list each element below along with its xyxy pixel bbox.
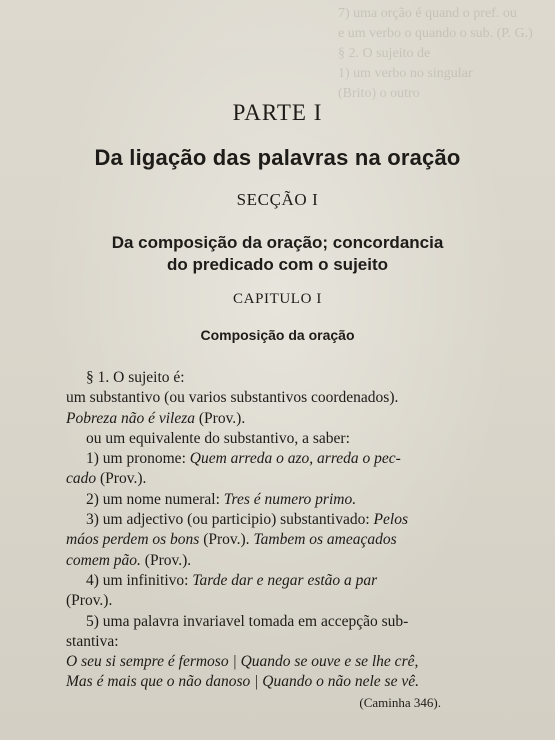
example-text: Tarde dar e negar estão a par (192, 571, 378, 589)
source-ref: (Prov.). (195, 409, 246, 427)
verse-line: Mas é mais que o não danoso | Quando o não nele se vê. (66, 673, 419, 691)
source-ref: (Prov.). (140, 551, 192, 569)
source-ref: (Prov.). (199, 531, 254, 549)
list-item (66, 449, 474, 469)
list-item: 5) uma palavra invariavel tomada em accepção sub- (86, 612, 409, 630)
bleed-through-text: e um verbo o quando o sub. (P. G.) (338, 26, 533, 41)
example-text: máos perdem os bons (66, 531, 200, 549)
list-item (66, 571, 474, 591)
bleed-through-text: 7) uma orção é quand o pref. ou (338, 6, 517, 21)
list-item-continuation (66, 530, 474, 550)
list-item (66, 510, 474, 530)
example-line (66, 409, 474, 429)
section-subtitle (0, 232, 555, 276)
section-subtitle-line: do predicado com o sujeito (166, 255, 389, 274)
paragraph-line: § 1. O sujeito é: (86, 369, 185, 386)
list-item-continuation (66, 551, 474, 571)
verse-line: O seu si sempre é fermoso | Quando se ouve e se lhe crê, (66, 653, 419, 671)
source-ref: (Prov.). (96, 470, 147, 488)
example-text: cado (66, 470, 97, 488)
bleed-through-text: 1) um verbo no singular (338, 66, 473, 81)
example-text: Quem arreda o azo, arreda o pec- (189, 450, 401, 468)
citation: (Caminha 346). (359, 694, 441, 710)
list-item-continuation: stantiva: (66, 632, 119, 650)
example-text: Pobreza não é vileza (66, 409, 195, 427)
chapter-heading: CAPITULO I (233, 291, 322, 307)
example-text: Tambem os ameaçados (253, 531, 397, 549)
list-item-label: 1) um pronome: (86, 450, 190, 468)
paragraph-line: ou um equivalente do substantivo, a saber: (86, 429, 350, 447)
list-item-continuation (66, 469, 474, 489)
body-text (66, 368, 474, 713)
part-heading: PARTE I (232, 100, 323, 125)
list-item (66, 490, 474, 510)
example-text: Pelos (373, 511, 408, 529)
list-item-label: 4) um infinitivo: (86, 571, 193, 589)
bleed-through-text: § 2. O sujeito de (338, 46, 431, 61)
section-subtitle-line: Da composição da oração; concordancia (111, 233, 444, 252)
paragraph-line: um substantivo (ou varios substantivos coordenados). (66, 389, 399, 407)
list-item-label: 2) um nome numeral: (86, 490, 224, 508)
bleed-through-text: (Brito) o outro (338, 86, 420, 101)
chapter-subtitle: Composição da oração (200, 327, 355, 343)
list-item-label: 3) um adjectivo (ou participio) substantivado: (86, 511, 374, 529)
example-text: Tres é numero primo. (223, 490, 357, 508)
list-item-continuation: (Prov.). (66, 592, 113, 610)
example-text: comem pão. (66, 551, 141, 569)
section-heading: SECÇÃO I (236, 190, 319, 209)
main-title: Da ligação das palavras na oração (94, 145, 461, 170)
